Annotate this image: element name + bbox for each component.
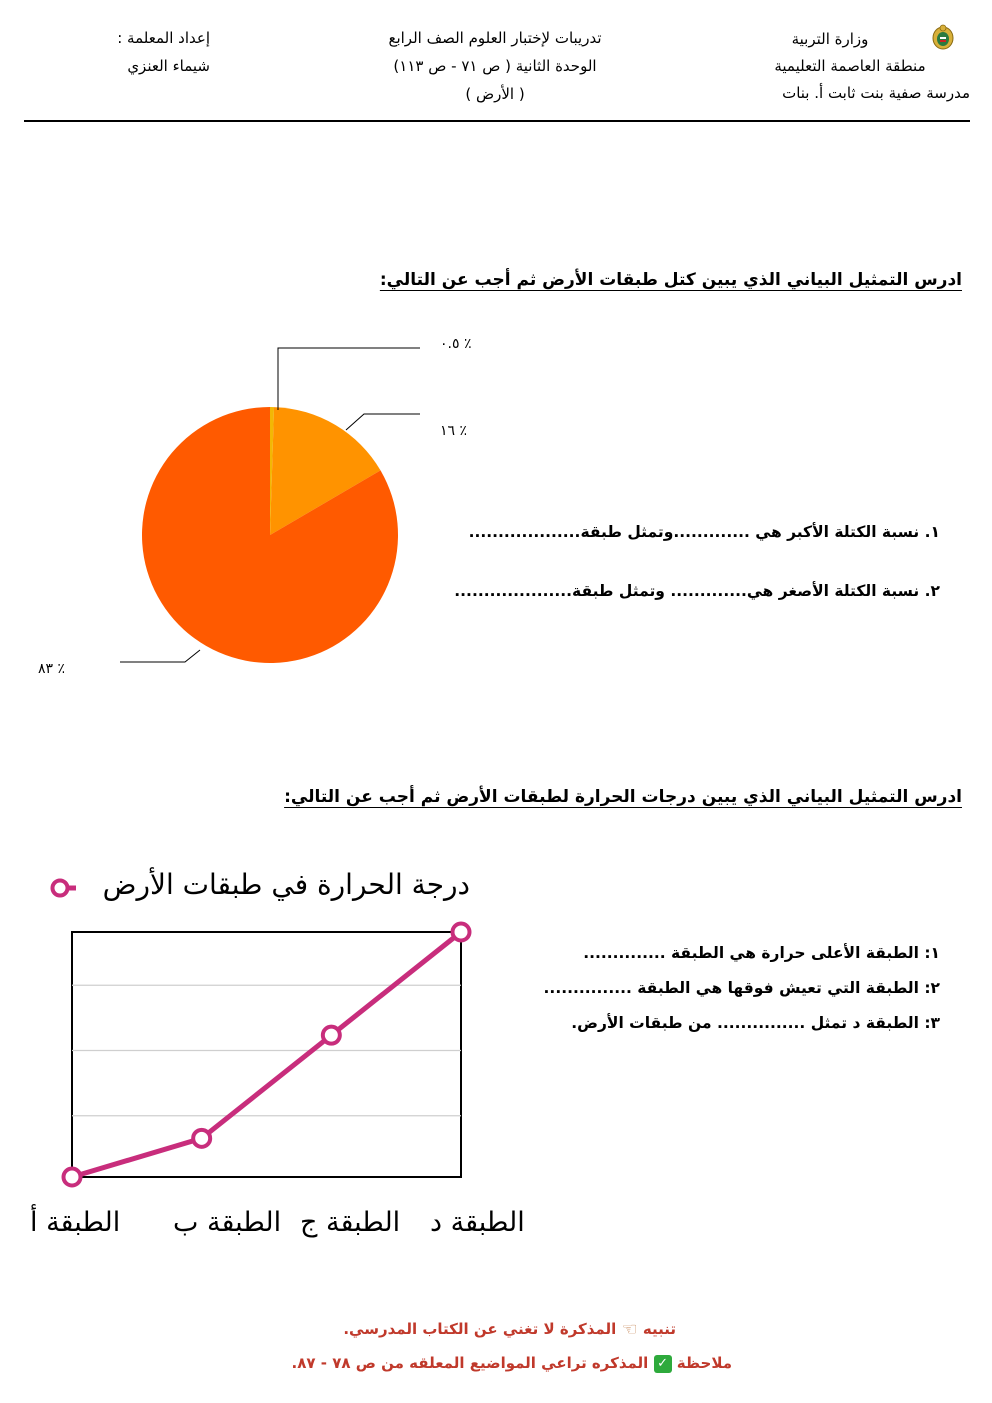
header-divider	[24, 120, 970, 122]
legend-marker-icon	[46, 876, 76, 900]
pie-label-large: ٪ ٨٣	[38, 661, 66, 677]
category-label-b: الطبقة ب	[173, 1207, 282, 1238]
pie-leader-line-2	[120, 650, 200, 662]
data-point-3	[453, 924, 470, 941]
question2-item-2: ٢: الطبقة التي تعيش فوقها هي الطبقة ...............	[543, 979, 940, 997]
series-line	[72, 932, 461, 1177]
question2-heading: ادرس التمثيل البياني الذي يبين درجات الحرارة لطبقات الأرض ثم أجب عن التالي:	[284, 787, 962, 807]
school-name: مدرسة صفية بنت ثابت أ. بنات	[782, 84, 970, 102]
remark-label: ملاحظة	[676, 1354, 732, 1372]
pie-label-medium: ٪ ١٦	[440, 423, 468, 439]
kuwait-emblem-icon	[932, 24, 954, 50]
teacher-label: إعداد المعلمة :	[117, 29, 210, 47]
unit-pages: الوحدة الثانية ( ص ٧١ - ص ١١٣)	[393, 57, 597, 75]
pie-leader-line-0	[278, 348, 420, 410]
pointing-hand-icon: ☜	[621, 1319, 638, 1340]
plot-frame	[72, 932, 461, 1177]
category-label-a: الطبقة أ	[30, 1207, 121, 1238]
category-label-c: الطبقة ج	[300, 1207, 401, 1238]
exam-title: تدريبات لإختبار العلوم الصف الرابع	[388, 29, 602, 47]
remark-text: المذكره تراعي المواضيع المعلقه من ص ٧٨ - ٨٧.	[291, 1354, 649, 1372]
question2-item-3: ٣: الطبقة د تمثل ............... من طبقات الأرض.	[571, 1014, 940, 1032]
question1-item-1: ١. نسبة الكتلة الأكبر هي .............وتمثل طبقة...................	[468, 523, 940, 541]
pie-label-small: ٪ ٠.٥	[440, 336, 472, 352]
line-chart-title: درجة الحرارة في طبقات الأرض	[102, 868, 470, 901]
pie-leader-line-1	[346, 414, 420, 430]
warning-label: تنبيه	[642, 1320, 676, 1338]
district-name: منطقة العاصمة التعليمية	[774, 57, 926, 75]
remark-note	[292, 1354, 732, 1373]
mass-pie-chart	[0, 320, 992, 700]
question1-item-2: ٢. نسبة الكتلة الأصغر هي............. وتمثل طبقة....................	[454, 582, 940, 600]
data-point-1	[193, 1130, 210, 1147]
check-mark-icon: ✓	[654, 1355, 672, 1373]
warning-text: المذكرة لا تغني عن الكتاب المدرسي.	[343, 1320, 617, 1338]
warning-note	[343, 1319, 676, 1340]
question1-heading: ادرس التمثيل البياني الذي يبين كتل طبقات الأرض ثم أجب عن التالي:	[379, 270, 962, 290]
header-teacher-block	[60, 24, 210, 80]
data-point-2	[323, 1027, 340, 1044]
topic: ( الأرض )	[465, 85, 525, 103]
header-title-block	[360, 24, 630, 108]
question2-item-1: ١: الطبقة الأعلى حرارة هي الطبقة ..............	[583, 944, 940, 962]
data-point-0	[64, 1169, 81, 1186]
category-label-d: الطبقة د	[430, 1207, 525, 1238]
ministry-name: وزارة التربية	[791, 30, 869, 48]
teacher-name: شيماء العنزي	[127, 57, 210, 75]
